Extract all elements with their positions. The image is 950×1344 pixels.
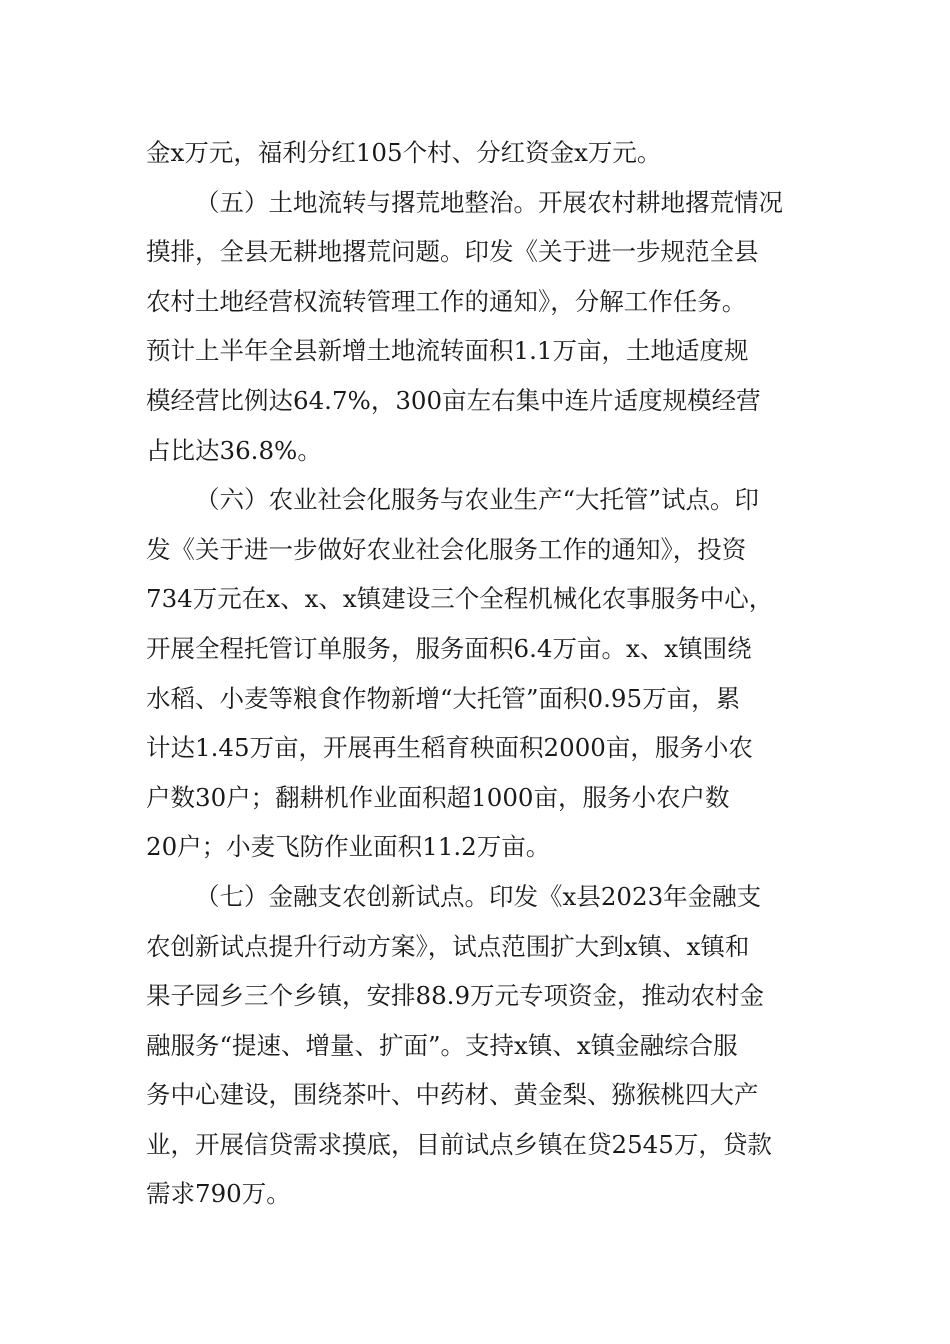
text-line: 预计上半年全县新增土地流转面积1.1万亩，土地适度规 (146, 336, 749, 366)
text-line: 摸排，全县无耕地撂荒问题。印发《关于进一步规范全县 (146, 237, 759, 267)
text-line: （六）农业社会化服务与农业生产“大托管”试点。印 (195, 485, 760, 515)
text-line: 融服务“提速、增量、扩面”。支持x镇、x镇金融综合服 (146, 1030, 738, 1060)
text-line: 20户；小麦飞防作业面积11.2万亩。 (146, 832, 551, 862)
text-line: 占比达36.8%。 (146, 435, 322, 465)
text-line: 水稻、小麦等粮食作物新增“大托管”面积0.95万亩，累 (146, 683, 741, 713)
text-line: 农创新试点提升行动方案》，试点范围扩大到x镇、x镇和 (146, 931, 750, 961)
text-line: （五）土地流转与撂荒地整治。开展农村耕地撂荒情况 (195, 187, 783, 217)
text-line: 开展全程托管订单服务，服务面积6.4万亩。x、x镇围绕 (146, 633, 752, 663)
document-body (146, 128, 814, 1219)
paragraph-land-transfer (146, 178, 814, 476)
text-line: 计达1.45万亩，开展再生稻育秧面积2000亩，服务小农 (146, 733, 753, 763)
text-line: 发《关于进一步做好农业社会化服务工作的通知》，投资 (146, 534, 747, 564)
text-line: 农村土地经营权流转管理工作的通知》，分解工作任务。 (146, 286, 747, 316)
text-line: 金x万元，福利分红105个村、分红资金x万元。 (146, 138, 662, 167)
text-line: 果子园乡三个乡镇，安排88.9万元专项资金，推动农村金 (146, 981, 765, 1011)
paragraph-finance-pilot (146, 872, 814, 1219)
text-line: 734万元在x、x、x镇建设三个全程机械化农事服务中心， (146, 584, 774, 614)
text-line: 需求790万。 (146, 1179, 291, 1209)
text-line: 户数30户；翻耕机作业面积超1000亩，服务小农户数 (146, 782, 730, 812)
paragraph-agri-services (146, 475, 814, 872)
text-line: （七）金融支农创新试点。印发《x县2023年金融支 (195, 881, 762, 911)
paragraph-continuation (146, 128, 814, 178)
text-line: 业，开展信贷需求摸底，目前试点乡镇在贷2545万，贷款 (146, 1129, 772, 1159)
text-line: 务中心建设，围绕茶叶、中药材、黄金梨、猕猴桃四大产 (146, 1080, 759, 1110)
text-line: 模经营比例达64.7%，300亩左右集中连片适度规模经营 (146, 385, 761, 415)
